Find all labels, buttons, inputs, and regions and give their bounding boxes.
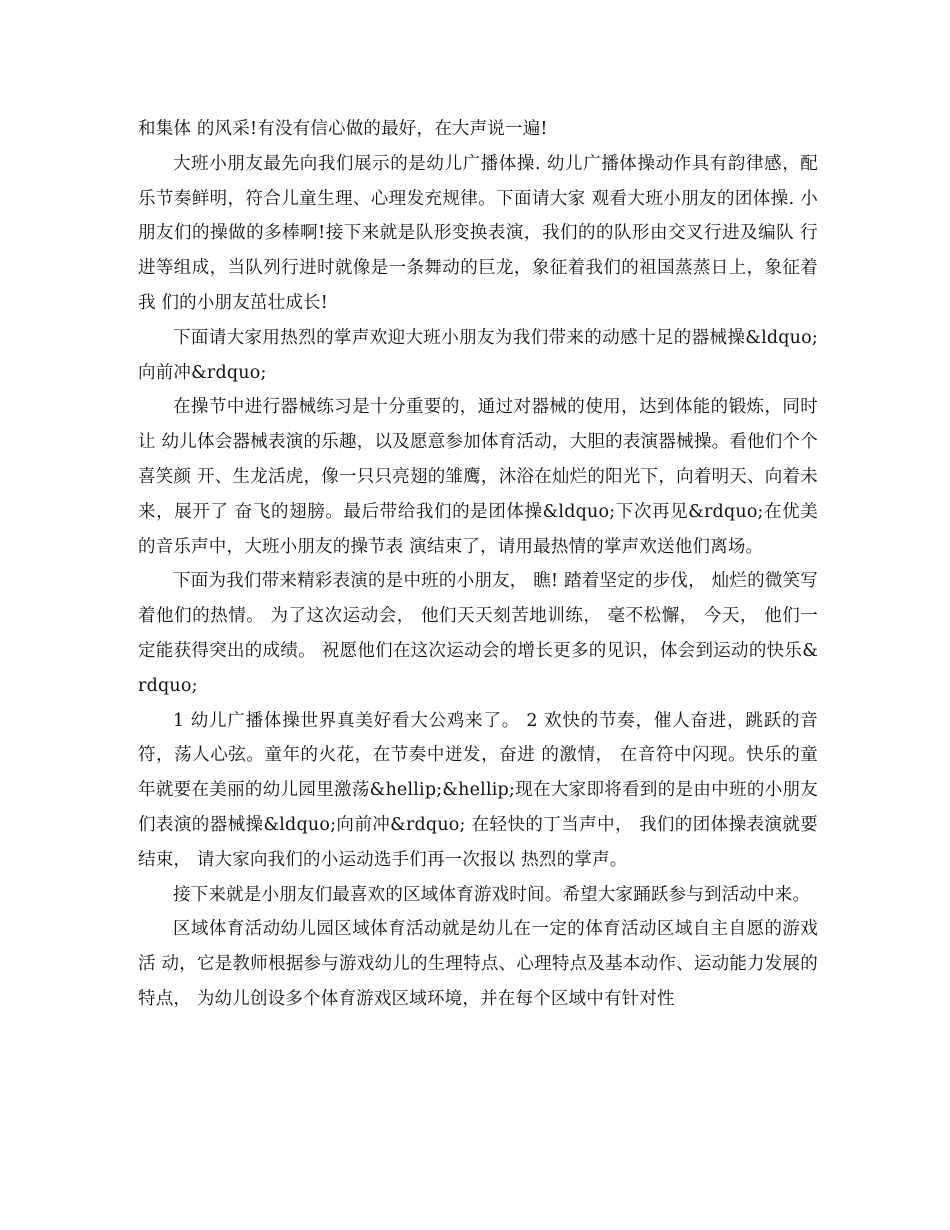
paragraph-4: 在操节中进行器械练习是十分重要的，通过对器械的使用，达到体能的锻炼，同时让 幼儿体会器械表演的乐趣，以及愿意参加体育活动，大胆的表演器械操。看他们个个喜笑颜 开、生龙活虎，像一只只亮翅的雏鹰，沐浴在灿烂的阳光下，向着明天、向着未来，展开了 奋飞的翅膀。最后带给我们的是团体操&ldquo;下次再见&rdquo;在优美的音乐声中，大班小朋友的操节表 演结束了，请用最热情的掌声欢送他们离场。 — [138, 397, 818, 557]
paragraph-3: 下面请大家用热烈的掌声欢迎大班小朋友为我们带来的动感十足的器械操&ldquo;向前冲&rdquo; — [138, 327, 818, 383]
paragraph-8: 区域体育活动幼儿园区域体育活动就是幼儿在一定的体育活动区域自主自愿的游戏活 动，它是教师根据参与游戏幼儿的生理特点、心理特点及基本动作、运动能力发展的特点， 为幼儿创设多个体育游戏区域环境，并在每个区域中有针对性 — [138, 919, 818, 1009]
document-body — [138, 112, 818, 1017]
paragraph-1: 和集体 的风采!有没有信心做的最好，在大声说一遍! — [138, 119, 548, 139]
paragraph-2: 大班小朋友最先向我们展示的是幼儿广播体操. 幼儿广播体操动作具有韵律感，配乐节奏鲜明，符合儿童生理、心理发充规律。下面请大家 观看大班小朋友的团体操. 小朋友们的操做的多棒啊!接下来就是队形变换表演，我们的的队形由交叉行进及编队 行进等组成，当队列行进时就像是一条舞动的巨龙，象征着我们的祖国蒸蒸日上，象征着我 们的小朋友茁壮成长! — [138, 153, 818, 313]
paragraph-6: 1 幼儿广播体操世界真美好看大公鸡来了。 2 欢快的节奏，催人奋进，跳跃的音符，荡人心弦。童年的火花，在节奏中迸发，奋进 的激情， 在音符中闪现。快乐的童年就要在美丽的幼儿园里激荡&hellip;&hellip;现在大家即将看到的是由中班的小朋友们表演的器械操&ldquo;向前冲&rdquo; 在轻快的丁当声中， 我们的团体操表演就要结束， 请大家向我们的小运动选手们再一次报以 热烈的掌声。 — [138, 710, 818, 870]
paragraph-5: 下面为我们带来精彩表演的是中班的小朋友， 瞧! 踏着坚定的步伐， 灿烂的微笑写着他们的热情。 为了这次运动会， 他们天天刻苦地训练， 毫不松懈， 今天， 他们一定能获得突出的成绩。 祝愿他们在这次运动会的增长更多的见识，体会到运动的快乐&rdquo; — [138, 571, 818, 696]
paragraph-7: 接下来就是小朋友们最喜欢的区域体育游戏时间。希望大家踊跃参与到活动中来。 — [173, 884, 811, 905]
